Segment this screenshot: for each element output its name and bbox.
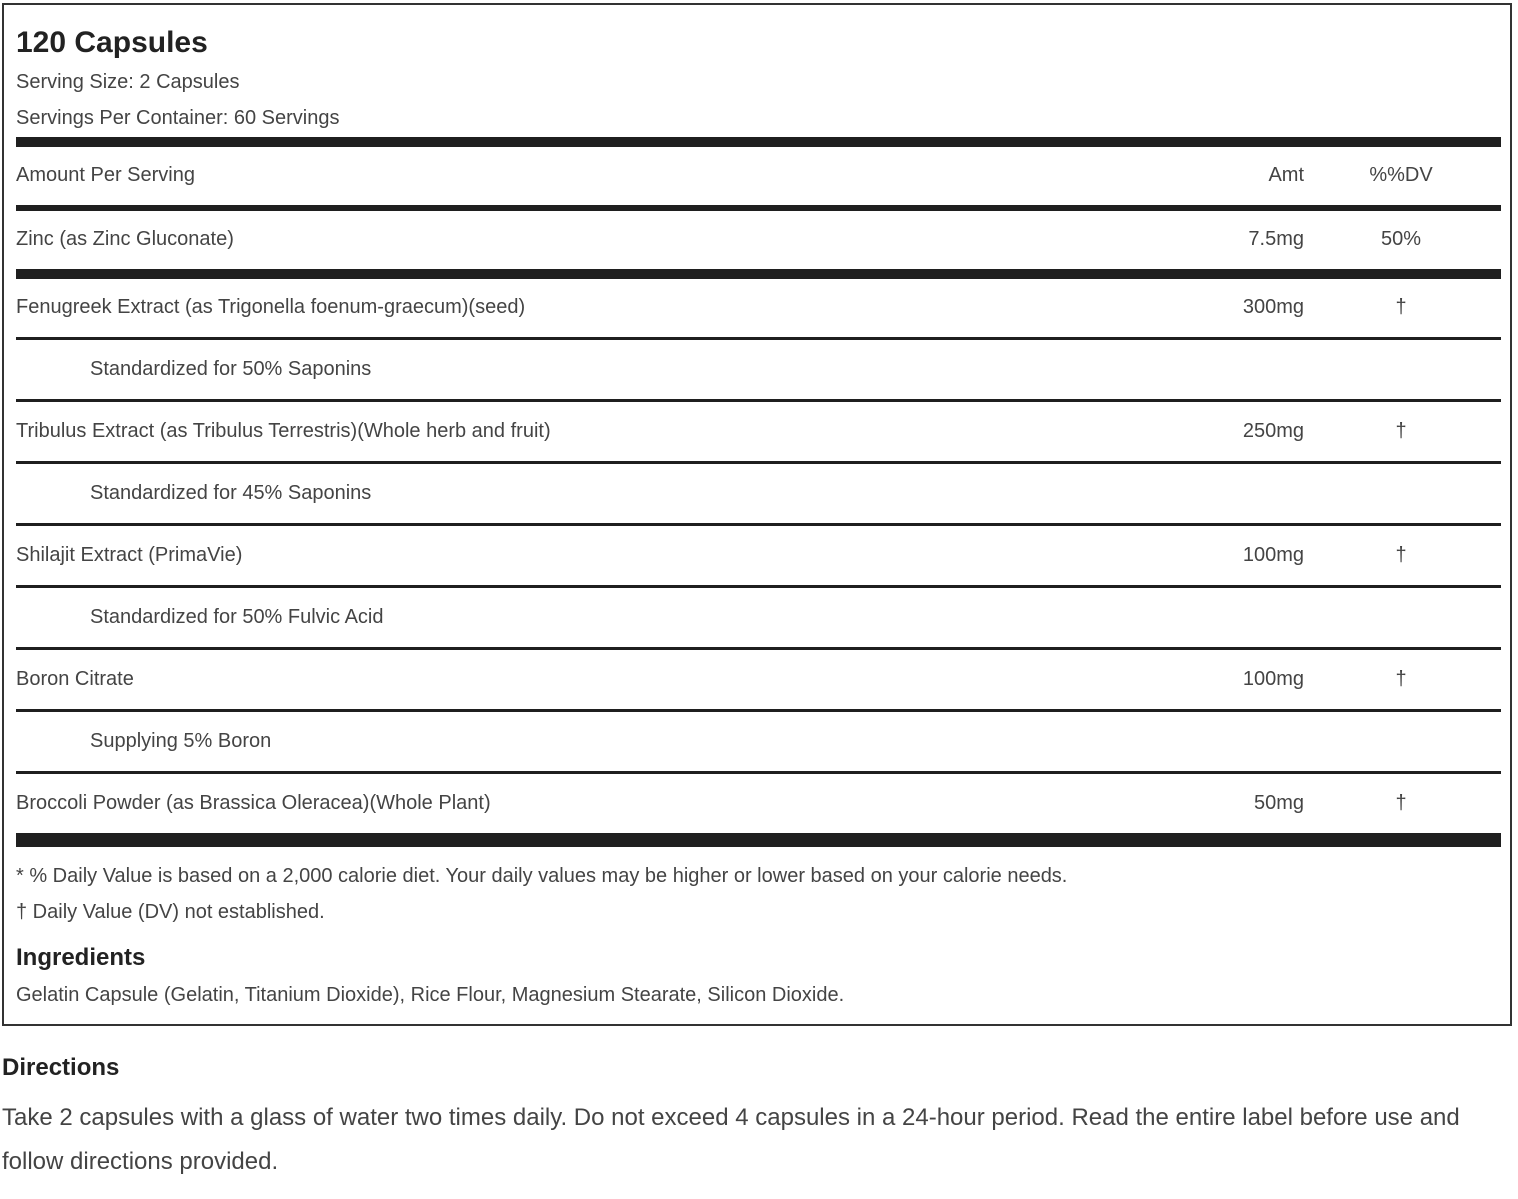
- thin-divider: [16, 709, 1501, 712]
- ingredient-amount: 300mg: [1242, 296, 1304, 318]
- directions-heading: Directions: [2, 1054, 120, 1081]
- dv-not-established-footnote: † Daily Value (DV) not established.: [16, 901, 325, 923]
- nutrient-amount: 7.5mg: [1248, 228, 1304, 250]
- dagger-mark: †: [1395, 420, 1407, 442]
- ingredient-subrow: [16, 721, 1501, 761]
- thin-divider: [16, 771, 1501, 774]
- ingredient-name: Broccoli Powder (as Brassica Oleracea)(Whole Plant): [16, 792, 491, 814]
- supplement-facts-panel: [2, 3, 1512, 1026]
- daily-value-footnote: * % Daily Value is based on a 2,000 calorie diet. Your daily values may be higher or lower based on your calorie needs.: [16, 865, 1068, 887]
- header-amt: Amt: [1268, 164, 1304, 186]
- thick-divider: [16, 269, 1501, 279]
- ingredient-row: [16, 783, 1501, 823]
- dagger-mark: †: [1395, 544, 1407, 566]
- ingredient-row: [16, 411, 1501, 451]
- dagger-mark: †: [1395, 668, 1407, 690]
- servings-per-container: Servings Per Container: 60 Servings: [16, 107, 340, 129]
- ingredient-row: [16, 287, 1501, 327]
- serving-size: Serving Size: 2 Capsules: [16, 71, 240, 93]
- thin-divider: [16, 461, 1501, 464]
- thin-divider: [16, 585, 1501, 588]
- ingredient-name: Fenugreek Extract (as Trigonella foenum-graecum)(seed): [16, 296, 526, 318]
- ingredient-amount: 250mg: [1242, 420, 1304, 442]
- ingredient-amount: 100mg: [1242, 544, 1304, 566]
- thin-divider: [16, 523, 1501, 526]
- medium-divider: [16, 205, 1501, 211]
- ingredient-row: [16, 535, 1501, 575]
- supplying-note: Supplying 5% Boron: [90, 730, 272, 752]
- thin-divider: [16, 399, 1501, 402]
- nutrient-dv: 50%: [1380, 228, 1422, 250]
- thin-divider: [16, 337, 1501, 340]
- ingredient-name: Boron Citrate: [16, 668, 134, 690]
- ingredient-amount: 100mg: [1242, 668, 1304, 690]
- dagger-mark: †: [1395, 792, 1407, 814]
- ingredient-name: Shilajit Extract (PrimaVie): [16, 544, 243, 566]
- table-header-row: [16, 155, 1501, 195]
- ingredient-row: [16, 659, 1501, 699]
- thick-divider: [16, 137, 1501, 147]
- standardization-note: Standardized for 50% Fulvic Acid: [90, 606, 384, 628]
- header-amount-per-serving: Amount Per Serving: [16, 164, 195, 186]
- dagger-mark: †: [1395, 296, 1407, 318]
- standardization-note: Standardized for 50% Saponins: [90, 358, 372, 380]
- ingredients-text: Gelatin Capsule (Gelatin, Titanium Dioxide), Rice Flour, Magnesium Stearate, Silicon Dioxide.: [16, 984, 845, 1006]
- ingredient-subrow: [16, 597, 1501, 637]
- product-count-title: 120 Capsules: [16, 26, 208, 59]
- thick-divider: [16, 833, 1501, 847]
- nutrient-row: [16, 219, 1501, 259]
- ingredient-subrow: [16, 473, 1501, 513]
- standardization-note: Standardized for 45% Saponins: [90, 482, 372, 504]
- ingredient-amount: 50mg: [1253, 792, 1304, 814]
- thin-divider: [16, 647, 1501, 650]
- ingredient-name: Tribulus Extract (as Tribulus Terrestris)(Whole herb and fruit): [16, 420, 551, 442]
- directions-text: Take 2 capsules with a glass of water two times daily. Do not exceed 4 capsules in a 24-hour period. Read the entire label before use and follow directions provided.: [2, 1104, 1460, 1175]
- nutrient-name: Zinc (as Zinc Gluconate): [16, 228, 234, 250]
- ingredients-heading: Ingredients: [16, 944, 146, 971]
- ingredient-subrow: [16, 349, 1501, 389]
- header-dv: %%DV: [1369, 164, 1433, 186]
